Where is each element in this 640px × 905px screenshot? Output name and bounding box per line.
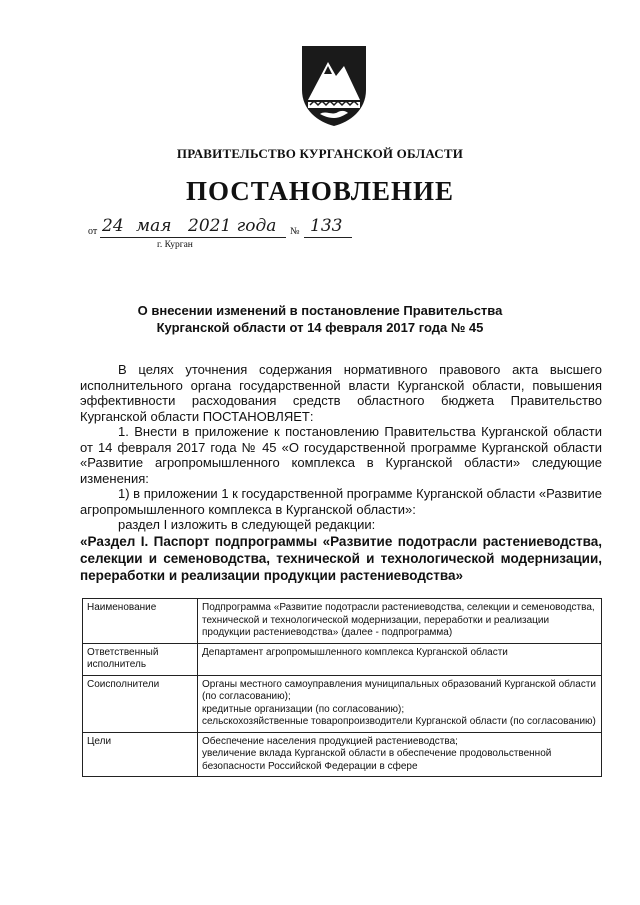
table-row <box>83 643 602 675</box>
document-number: 133 <box>310 216 343 236</box>
table-row <box>83 599 602 644</box>
date-number-line <box>88 216 368 242</box>
date-day: 24 <box>102 216 124 236</box>
row-value <box>198 675 602 732</box>
value-line: Органы местного самоуправления муниципальных образований Курганской области (по согласованию); <box>202 678 596 702</box>
row-value: Подпрограмма «Развитие подотрасли растениеводства, селекции и семеноводства, технической и технологической модернизации, переработки и реализации продукции растениеводства» (далее - подпрограмма) <box>198 599 602 644</box>
row-label: Соисполнители <box>83 675 198 732</box>
body-paragraph-4: раздел I изложить в следующей редакции: <box>118 517 376 532</box>
document-type-title: ПОСТАНОВЛЕНИЕ <box>185 176 455 206</box>
value-line: кредитные организации (по согласованию); <box>202 703 405 715</box>
date-year: 2021 года <box>188 216 277 236</box>
date-from-label: от <box>88 226 98 237</box>
value-line: Обеспечение населения продукцией растениеводства; <box>202 735 458 747</box>
document-subject <box>80 302 560 336</box>
value-line: увеличение вклада Курганской области в обеспечение продовольственной безопасности Российской Федерации в сфере <box>202 748 552 772</box>
date-underline <box>100 237 286 238</box>
kurgan-coat-of-arms-emblem <box>298 44 370 128</box>
section-title: «Раздел I. Паспорт подпрограммы «Развитие подотрасли растениеводства, селекции и семеноводства, технической и технологической модернизации, переработки и реализации продукции растениеводства» <box>80 533 602 583</box>
table-row <box>83 732 602 777</box>
body-paragraph-1: В целях уточнения содержания нормативного правового акта высшего исполнительного органа государственной власти Курганской области, повышения эффективности расходования средств областного бюджета Правительство Курганской области ПОСТАНОВЛЯЕТ: <box>80 362 602 424</box>
row-value <box>198 732 602 777</box>
number-underline <box>304 237 352 238</box>
number-label: № <box>290 226 300 237</box>
document-body <box>80 362 602 584</box>
passport-table <box>82 598 602 777</box>
value-line: сельскохозяйственные товаропроизводители Курганской области (по согласованию) <box>202 716 596 727</box>
row-label: Ответственный исполнитель <box>83 643 198 675</box>
body-paragraph-3: 1) в приложении 1 к государственной программе Курганской области «Развитие агропромышленного комплекса в Курганской области»: <box>80 486 602 517</box>
row-label: Цели <box>83 732 198 777</box>
subject-line-2: Курганской области от 14 февраля 2017 года № 45 <box>156 320 484 335</box>
body-paragraph-2: 1. Внести в приложение к постановлению Правительства Курганской области от 14 февраля 2017 года № 45 «О государственной программе Курганской области «Развитие агропромышленного комплекса в Курганской области» следующие изменения: <box>80 424 602 486</box>
government-name: ПРАВИТЕЛЬСТВО КУРГАНСКОЙ ОБЛАСТИ <box>176 146 464 161</box>
date-month: мая <box>136 216 172 236</box>
row-value: Департамент агропромышленного комплекса Курганской области <box>198 643 602 675</box>
table-row <box>83 675 602 732</box>
row-label: Наименование <box>83 599 198 644</box>
city-label: г. Курган <box>157 240 193 250</box>
subject-line-1: О внесении изменений в постановление Правительства <box>137 303 503 318</box>
